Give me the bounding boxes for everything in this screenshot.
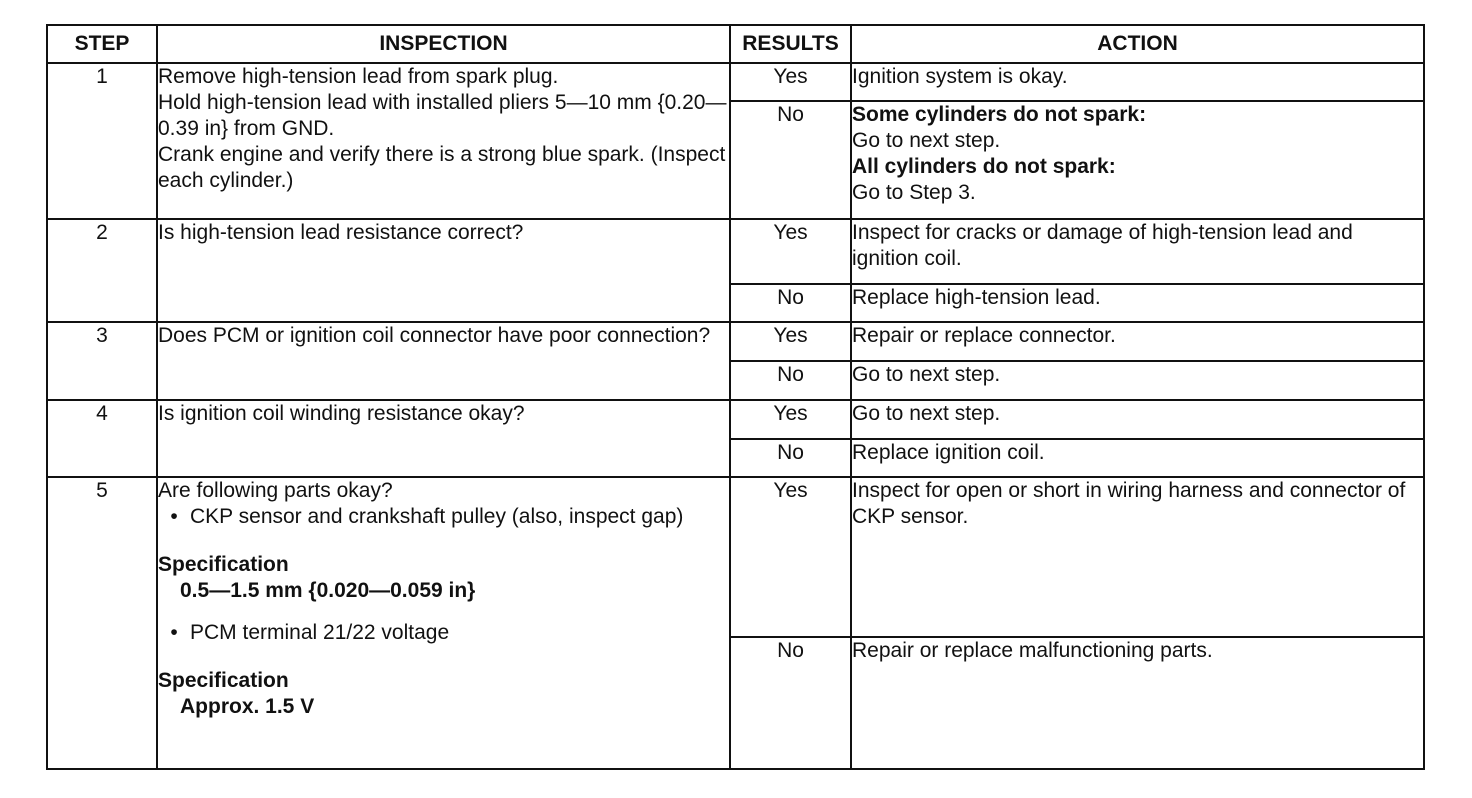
inspection-line: Crank engine and verify there is a strong blue spark. (Inspect each cylinder.) bbox=[158, 143, 726, 192]
action-cell: Replace high-tension lead. bbox=[851, 284, 1424, 322]
step-number: 3 bbox=[47, 322, 157, 400]
step-number: 2 bbox=[47, 219, 157, 322]
bullet-text: PCM terminal 21/22 voltage bbox=[190, 621, 450, 644]
step-number: 1 bbox=[47, 63, 157, 219]
action-cell: Go to next step. bbox=[851, 361, 1424, 400]
step-4-inspection: Is ignition coil winding resistance okay? bbox=[157, 400, 730, 477]
result-no: No bbox=[730, 284, 851, 322]
action-text: Go to next step. bbox=[852, 129, 1001, 152]
step-5-inspection bbox=[157, 477, 730, 769]
inspection-line: Hold high-tension lead with installed pliers 5—10 mm {0.20—0.39 in} from GND. bbox=[158, 91, 727, 140]
result-no: No bbox=[730, 101, 851, 219]
step-2-yes-row bbox=[47, 219, 1424, 284]
header-inspection: INSPECTION bbox=[157, 25, 730, 63]
result-no: No bbox=[730, 637, 851, 769]
action-cell: Repair or replace connector. bbox=[851, 322, 1424, 361]
spec-label: Specification bbox=[158, 669, 289, 692]
result-no: No bbox=[730, 361, 851, 400]
header-action: ACTION bbox=[851, 25, 1424, 63]
inspection-line: Remove high-tension lead from spark plug. bbox=[158, 65, 559, 88]
inspection-intro: Are following parts okay? bbox=[158, 479, 393, 502]
action-text: Go to Step 3. bbox=[852, 181, 976, 204]
bullet-icon: • bbox=[170, 621, 178, 644]
result-yes: Yes bbox=[730, 219, 851, 284]
bullet-icon: • bbox=[170, 505, 178, 528]
inspection-bullet bbox=[158, 620, 729, 646]
diagnostic-table bbox=[46, 24, 1425, 770]
action-heading: Some cylinders do not spark: bbox=[852, 103, 1147, 126]
header-row bbox=[47, 25, 1424, 63]
inspection-bullet bbox=[158, 504, 729, 530]
action-cell: Inspect for cracks or damage of high-tension lead and ignition coil. bbox=[851, 219, 1424, 284]
step-2-inspection: Is high-tension lead resistance correct? bbox=[157, 219, 730, 322]
step-3-inspection: Does PCM or ignition coil connector have poor connection? bbox=[157, 322, 730, 400]
action-cell: Ignition system is okay. bbox=[851, 63, 1424, 101]
step-number: 5 bbox=[47, 477, 157, 769]
spec-value: 0.5—1.5 mm {0.020—0.059 in} bbox=[180, 579, 476, 602]
action-cell: Inspect for open or short in wiring harness and connector of CKP sensor. bbox=[851, 477, 1424, 637]
spec-label: Specification bbox=[158, 553, 289, 576]
action-cell bbox=[851, 101, 1424, 219]
bullet-text: CKP sensor and crankshaft pulley (also, inspect gap) bbox=[190, 505, 684, 528]
result-yes: Yes bbox=[730, 477, 851, 637]
action-cell: Replace ignition coil. bbox=[851, 439, 1424, 477]
step-3-yes-row bbox=[47, 322, 1424, 361]
step-5-yes-row bbox=[47, 477, 1424, 637]
step-1-yes-row bbox=[47, 63, 1424, 101]
result-no: No bbox=[730, 439, 851, 477]
spec-value: Approx. 1.5 V bbox=[180, 695, 315, 718]
action-cell: Repair or replace malfunctioning parts. bbox=[851, 637, 1424, 769]
result-yes: Yes bbox=[730, 322, 851, 361]
action-cell: Go to next step. bbox=[851, 400, 1424, 439]
step-4-yes-row bbox=[47, 400, 1424, 439]
result-yes: Yes bbox=[730, 400, 851, 439]
result-yes: Yes bbox=[730, 63, 851, 101]
action-heading: All cylinders do not spark: bbox=[852, 155, 1116, 178]
step-1-inspection bbox=[157, 63, 730, 219]
step-number: 4 bbox=[47, 400, 157, 477]
header-results: RESULTS bbox=[730, 25, 851, 63]
header-step: STEP bbox=[47, 25, 157, 63]
